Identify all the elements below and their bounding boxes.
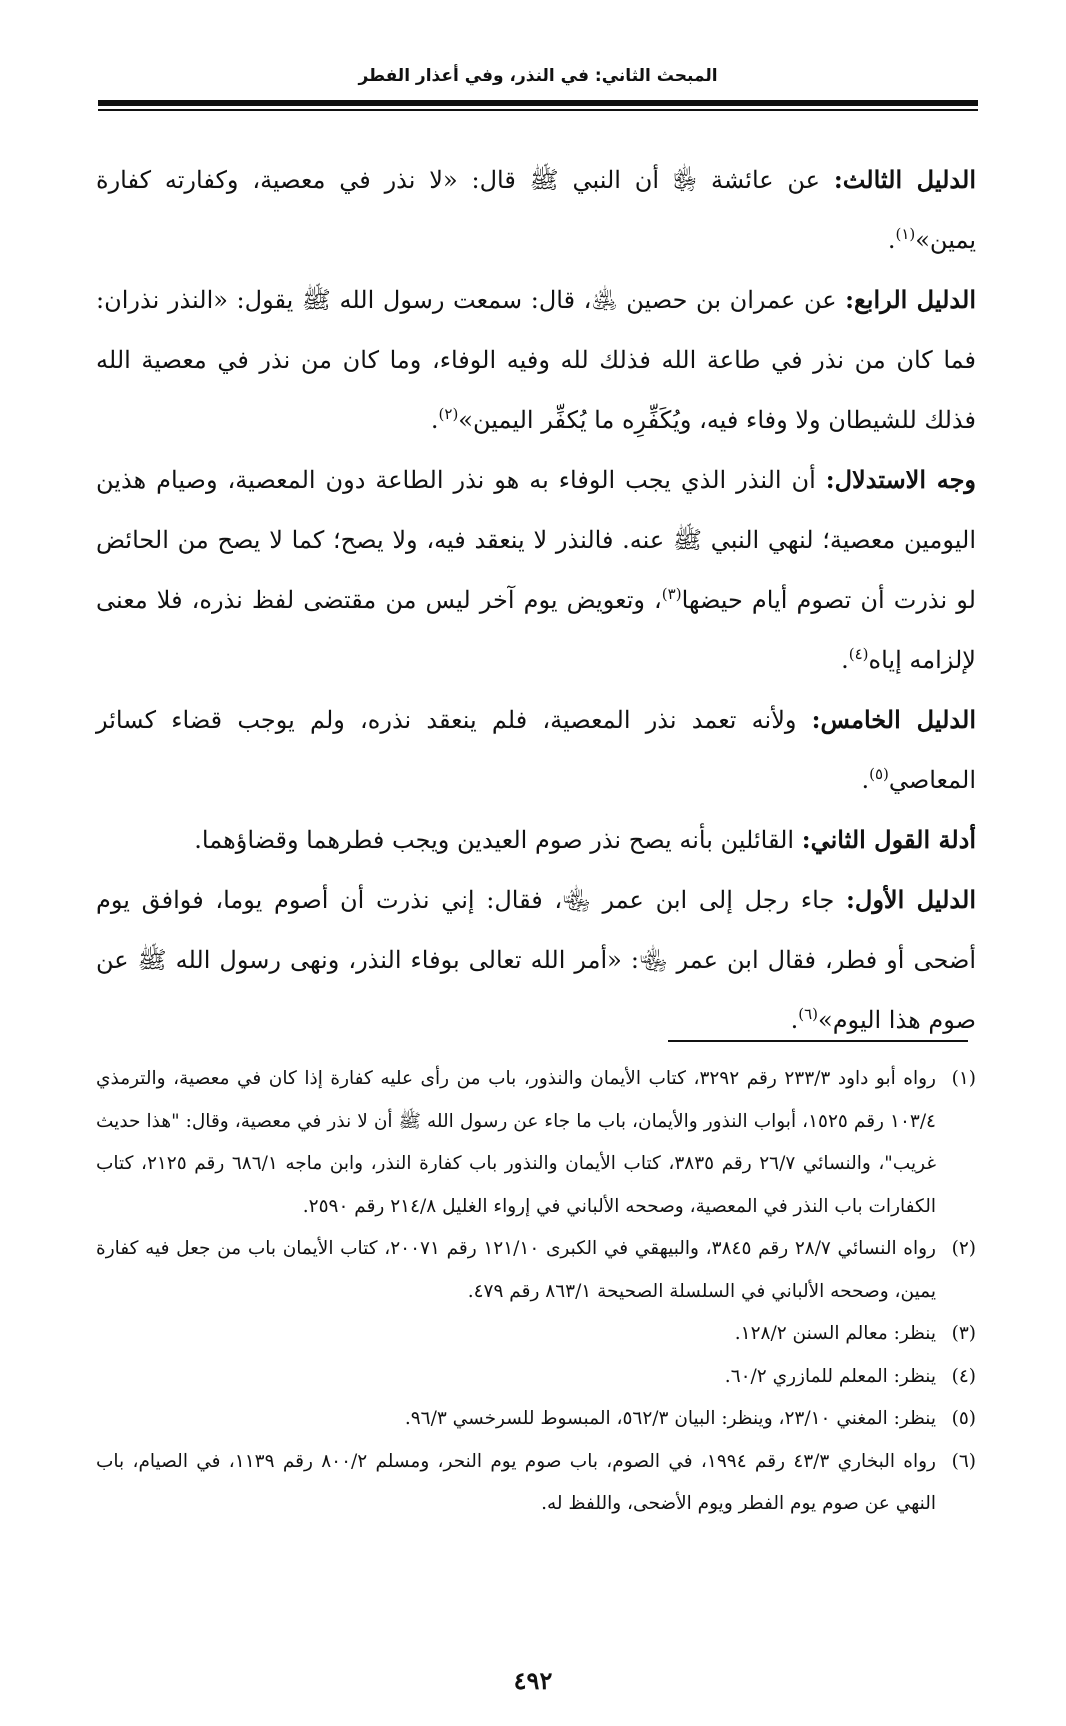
footnote-number: (٤) xyxy=(951,1365,976,1387)
header-rule-thick xyxy=(98,100,978,106)
paragraph-end: . xyxy=(861,766,870,794)
paragraph-end: . xyxy=(790,1006,799,1034)
footnote-ref: (٣) xyxy=(661,585,682,603)
footnote-ref: (٥) xyxy=(869,765,889,783)
footnote-item xyxy=(96,1441,976,1526)
footnote-text: ينظر: المغني ٢٣/١٠، وينظر: البيان ٥٦٢/٣، المبسوط للسرخسي ٩٦/٣. xyxy=(404,1408,936,1429)
paragraph-evidence-5 xyxy=(96,690,976,810)
paragraph-label: الدليل الخامس: xyxy=(811,705,976,734)
page-number: ٤٩٢ xyxy=(513,1666,553,1695)
footnote-ref: (١) xyxy=(895,225,916,243)
header-rule-thin xyxy=(98,109,978,111)
footnote-text: ينظر: معالم السنن ١٢٨/٢. xyxy=(734,1323,936,1344)
paragraph-evidence-4 xyxy=(96,270,976,450)
paragraph-text: عن عائشة ﵂ أن النبي ﷺ قال: «لا نذر في معصية، وكفارته كفارة يمين» xyxy=(96,166,976,254)
footnote-text: رواه أبو داود ٢٣٣/٣ رقم ٣٢٩٢، كتاب الأيمان والنذور، باب من رأى عليه كفارة إذا كان في معصية، والترمذي ١٠٣/٤ رقم ١٥٢٥، أبواب النذور والأيمان، باب ما جاء عن رسول الله ﷺ أن لا نذر في معصية، وقال: "هذا حديث غريب"، والنسائي ٢٦/٧ رقم ٣٨٣٥، كتاب الأيمان والنذور باب كفارة النذر، وابن ماجه ٦٨٦/١ رقم ٢١٢٥، كتاب الكفارات باب النذر في المعصية، وصححه الألباني في إرواء الغليل ٢١٤/٨ رقم ٢٥٩٠. xyxy=(96,1068,936,1217)
paragraph-text: ولأنه تعمد نذر المعصية، فلم ينعقد نذره، ولم يوجب قضاء كسائر المعاصي xyxy=(96,706,976,794)
footnote-ref: (٤) xyxy=(848,645,869,663)
footnote-separator xyxy=(668,1040,968,1042)
paragraph-end: . xyxy=(841,646,849,674)
paragraph-label: الدليل الرابع: xyxy=(845,285,976,314)
paragraph-evidence-1 xyxy=(96,870,976,1050)
paragraph-label: وجه الاستدلال: xyxy=(825,465,977,494)
footnote-number: (٣) xyxy=(951,1323,976,1344)
paragraph-text: عن عمران بن حصين ﵁، قال: سمعت رسول الله ﷺ يقول: «النذر نذران: فما كان من نذر في طاعة الله فذلك لله وفيه الوفاء، وما كان من نذر في معصية الله فذلك للشيطان ولا وفاء فيه، ويُكَفِّرِه ما يُكفِّر اليمين» xyxy=(96,286,976,434)
footnote-text: ينظر: المعلم للمازري ٦٠/٢. xyxy=(724,1365,936,1387)
footnote-ref: (٢) xyxy=(438,405,459,423)
paragraph-label: الدليل الثالث: xyxy=(833,165,976,194)
footnote-item xyxy=(96,1313,976,1356)
footnote-number: (٦) xyxy=(951,1450,976,1472)
footnote-text: رواه البخاري ٤٣/٣ رقم ١٩٩٤، في الصوم، باب صوم يوم النحر، ومسلم ٨٠٠/٢ رقم ١١٣٩، في الصيام، باب النهي عن صوم يوم الفطر ويوم الأضحى، واللفظ له. xyxy=(96,1450,936,1514)
paragraph-text: القائلين بأنه يصح نذر صوم العيدين ويجب فطرهما وقضاؤهما. xyxy=(194,826,802,854)
paragraph-label: الدليل الأول: xyxy=(846,885,976,914)
footnote-item xyxy=(96,1228,976,1313)
footnote-item xyxy=(96,1058,976,1228)
paragraph-text: جاء رجل إلى ابن عمر ﵄، فقال: إني نذرت أن أصوم يوما، فوافق يوم أضحى أو فطر، فقال ابن عمر ﵄: «أمر الله تعالى بوفاء النذر، ونهى رسول الله ﷺ عن صوم هذا اليوم» xyxy=(96,886,976,1034)
footnotes xyxy=(96,1058,976,1526)
paragraph-text-continued: ، وتعويض يوم آخر ليس من مقتضى لفظ نذره، فلا معنى لإلزامه إياه xyxy=(96,586,976,674)
footnote-number: (١) xyxy=(951,1068,976,1089)
paragraph-evidence-3 xyxy=(96,150,976,270)
footnote-text: رواه النسائي ٢٨/٧ رقم ٣٨٤٥، والبيهقي في الكبرى ١٢١/١٠ رقم ٢٠٠٧١، كتاب الأيمان باب من جعل فيه كفارة يمين، وصححه الألباني في السلسلة الصحيحة ٨٦٣/١ رقم ٤٧٩. xyxy=(96,1238,936,1302)
paragraph-text: أن النذر الذي يجب الوفاء به هو نذر الطاعة دون المعصية، وصيام هذين اليومين معصية؛ لنهي النبي ﷺ عنه. فالنذر لا ينعقد فيه، ولا يصح؛ كما لا يصح من الحائض لو نذرت أن تصوم أيام حيضها xyxy=(96,466,976,614)
footnote-number: (٢) xyxy=(951,1238,976,1259)
paragraph-second-opinion xyxy=(96,810,976,870)
running-header: المبحث الثاني: في النذر، وفي أعذار الفطر xyxy=(358,66,718,86)
paragraph-label: أدلة القول الثاني: xyxy=(801,825,976,854)
footnote-item xyxy=(96,1356,976,1399)
footnote-number: (٥) xyxy=(951,1408,976,1429)
footnote-item xyxy=(96,1398,976,1441)
main-text xyxy=(96,150,976,1050)
paragraph-end: . xyxy=(887,226,896,254)
footnote-ref: (٦) xyxy=(798,1005,819,1023)
paragraph-inference xyxy=(96,450,976,690)
paragraph-end: . xyxy=(430,406,439,434)
